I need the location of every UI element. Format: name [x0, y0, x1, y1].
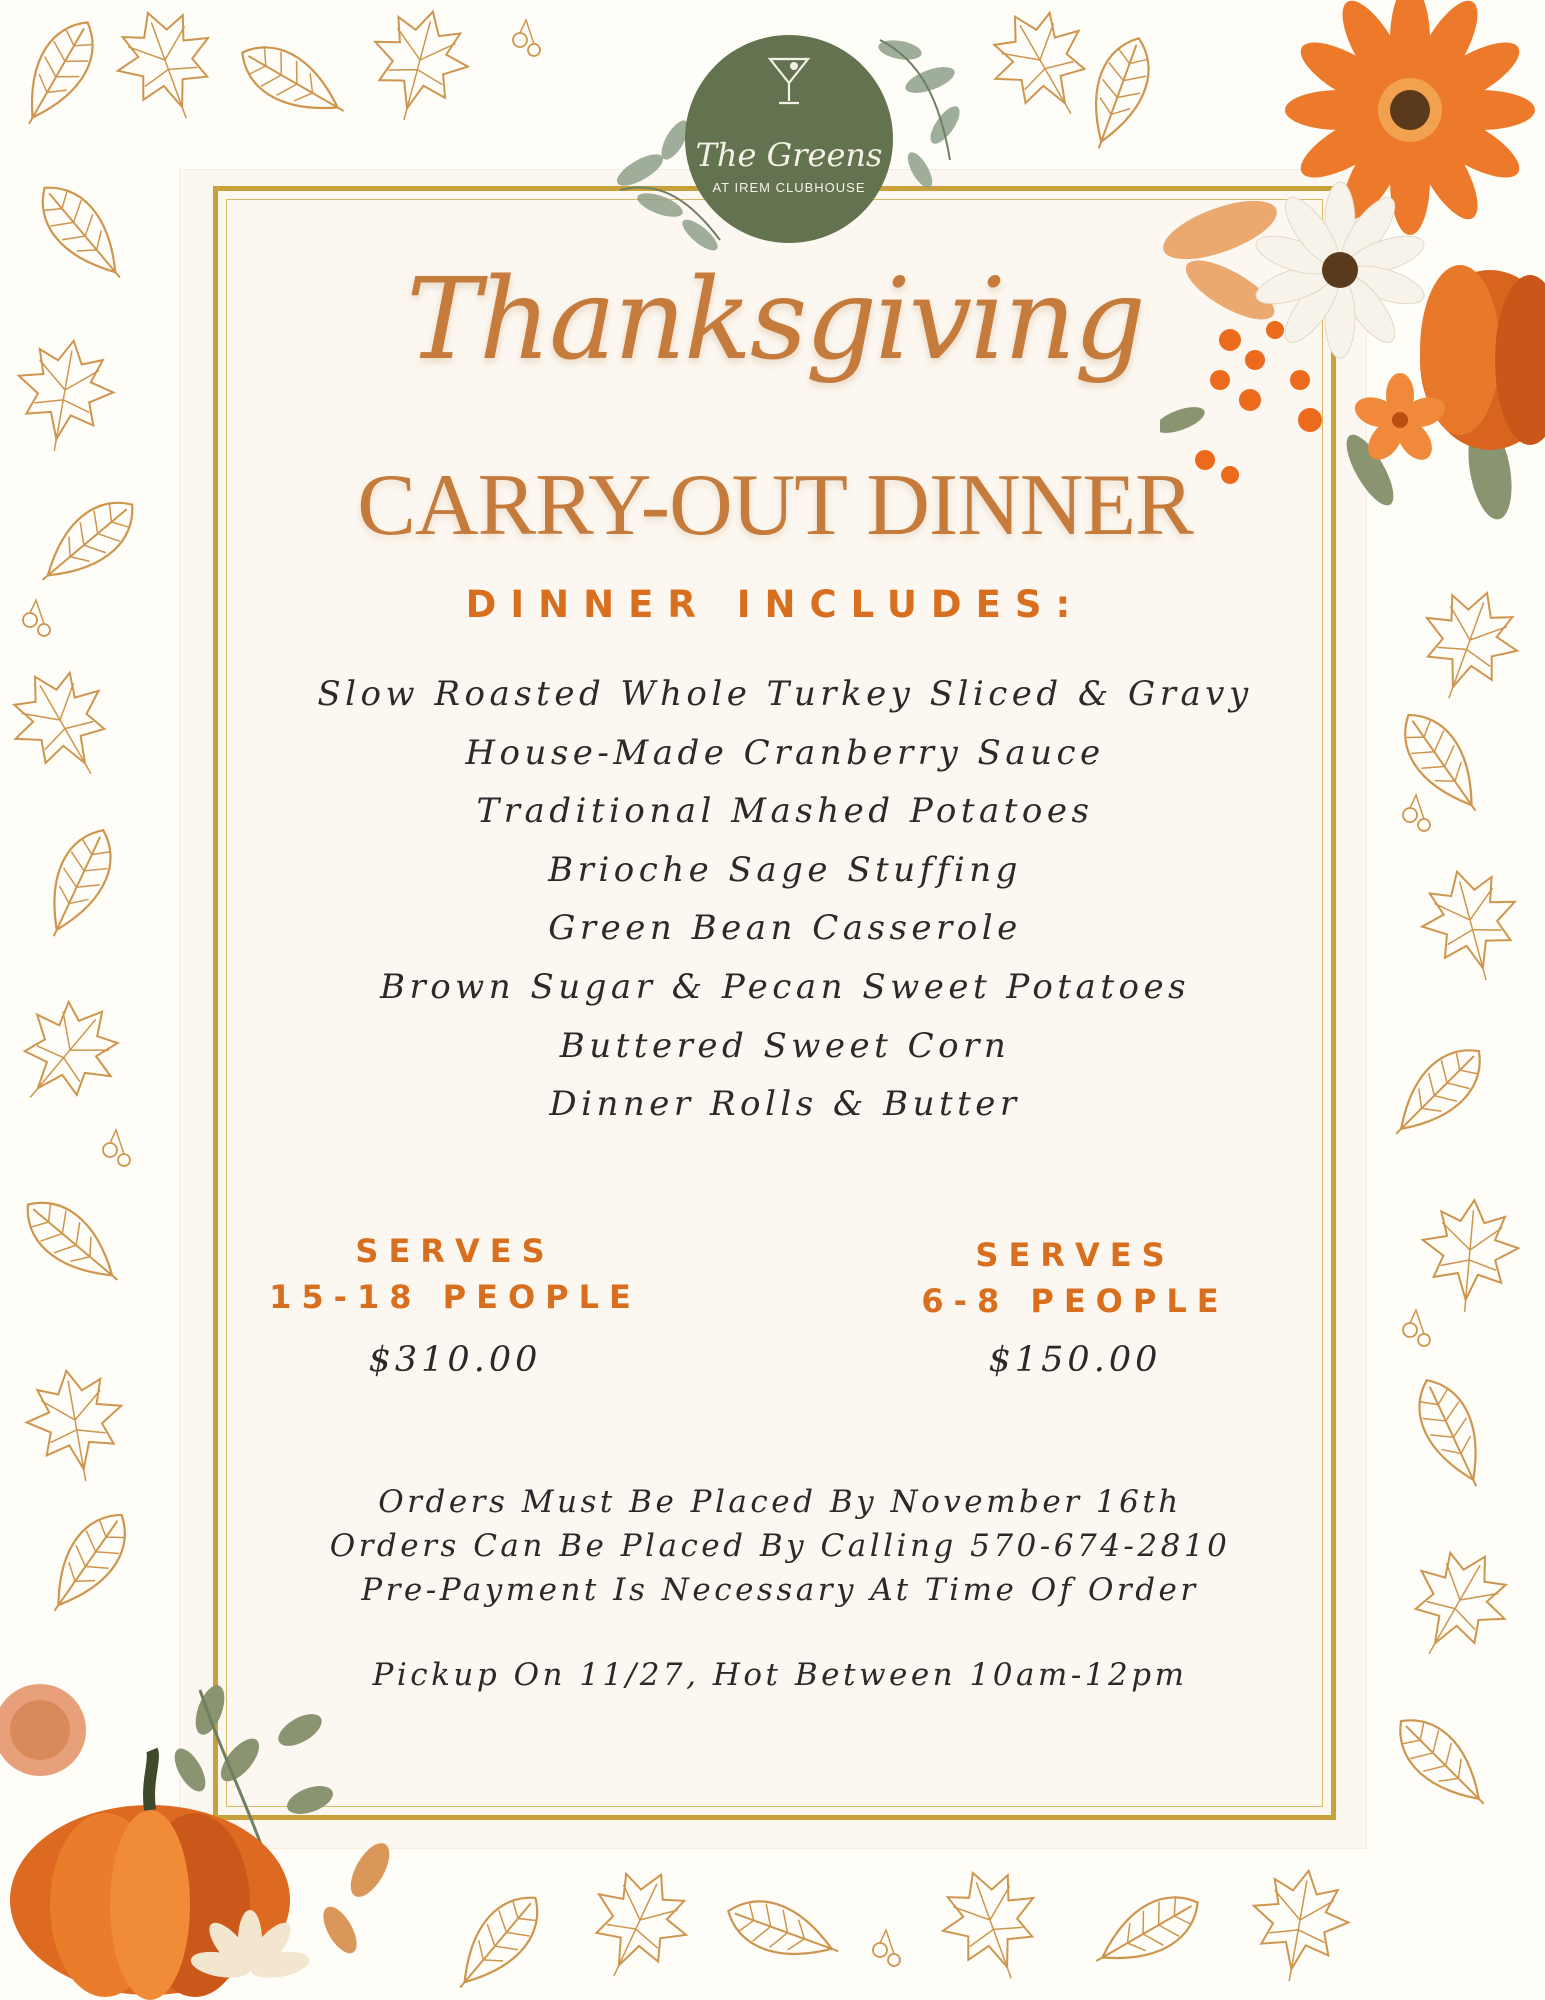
menu-item: Slow Roasted Whole Turkey Sliced & Gravy: [317, 674, 1253, 714]
order-payment: Pre-Payment Is Necessary At Time Of Order: [361, 1572, 1199, 1608]
option-small-serves: [870, 1232, 1280, 1324]
option-small-price: $150.00: [988, 1340, 1162, 1380]
order-notes: [280, 1480, 1280, 1612]
option-large-label: SERVES: [355, 1232, 555, 1270]
menu-item: Dinner Rolls & Butter: [549, 1084, 1021, 1125]
title-main: CARRY-OUT DINNER: [357, 457, 1193, 554]
option-small-people: 6-8 PEOPLE: [921, 1282, 1229, 1320]
menu-item: Traditional Mashed Potatoes: [476, 791, 1094, 832]
option-small-label: SERVES: [975, 1236, 1175, 1274]
menu-item: Brown Sugar & Pecan Sweet Potatoes: [379, 966, 1191, 1007]
logo-name: The Greens: [695, 135, 883, 174]
logo: [685, 35, 893, 243]
martini-glass-icon: [764, 53, 814, 109]
menu-item: Buttered Sweet Corn: [559, 1025, 1011, 1066]
option-large-serves: [250, 1228, 660, 1320]
order-deadline: Orders Must Be Placed By November 16th: [378, 1484, 1182, 1520]
pumpkin-icon: [0, 1670, 420, 2000]
logo-subtitle: AT IREM CLUBHOUSE: [712, 179, 866, 195]
includes-heading: DINNER INCLUDES:: [465, 583, 1085, 626]
menu-list: [250, 665, 1320, 1134]
menu-item: Green Bean Casserole: [548, 908, 1022, 949]
option-large-people: 15-18 PEOPLE: [269, 1278, 641, 1316]
menu-item: House-Made Cranberry Sauce: [465, 732, 1105, 773]
pickup-info: Pickup On 11/27, Hot Between 10am-12pm: [372, 1657, 1188, 1693]
order-phone: Orders Can Be Placed By Calling 570-674-2810: [329, 1528, 1231, 1564]
menu-item: Brioche Sage Stuffing: [548, 849, 1022, 890]
title-script: Thanksgiving: [406, 255, 1144, 385]
option-large-price: $310.00: [368, 1340, 542, 1380]
